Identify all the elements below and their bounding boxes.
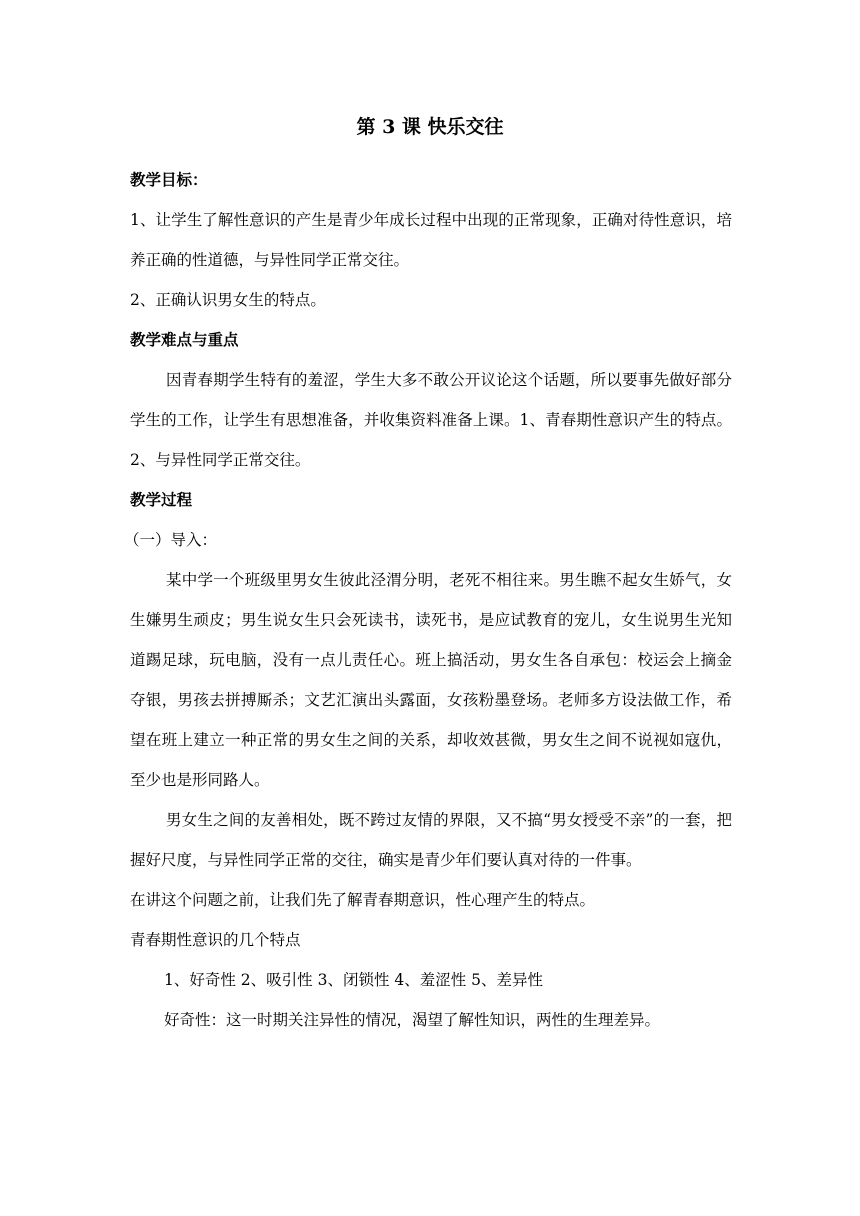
intro-story-paragraph: 某中学一个班级里男女生彼此泾渭分明，老死不相往来。男生瞧不起女生娇气，女生嫌男生顽皮；男生说女生只会死读书，读死书，是应试教育的宠儿，女生说男生光知道踢足球，玩电脑，没有一点儿责任心。班上搞活动，男女生各自承包：校运会上摘金夺银，男孩去拼搏厮杀；文艺汇演出头露面，女孩粉墨登场。老师多方设法做工作，希望在班上建立一种正常的男女生之间的关系，却收效甚微，男女生之间不说视如寇仇，至少也是形同路人。 (130, 571, 732, 789)
difficulty-paragraph: 因青春期学生特有的羞涩，学生大多不敢公开议论这个话题，所以要事先做好部分学生的工作，让学生有思想准备，并收集资料准备上课。1、青春期性意识产生的特点。 2、与异性同学正常交往。 (130, 371, 732, 469)
objective-2: 2、正确认识男女生的特点。 (130, 291, 326, 309)
page-title: 第 3 课 快乐交往 (356, 116, 504, 138)
intro-label: （一）导入： (124, 531, 218, 549)
objectives-heading: 教学目标： (130, 170, 208, 189)
features-heading: 青春期性意识的几个特点 (130, 931, 301, 949)
features-list: 1、好奇性 2、吸引性 3、闭锁性 4、羞涩性 5、差异性 (164, 971, 544, 989)
process-heading: 教学过程 (130, 490, 193, 509)
friendship-paragraph: 男女生之间的友善相处，既不跨过友情的界限，又不搞“男女授受不亲”的一套，把握好尺度，与异性同学正常的交往，确实是青少年们要认真对待的一件事。 (130, 811, 732, 869)
difficulty-heading: 教学难点与重点 (130, 330, 239, 349)
transition-paragraph: 在讲这个问题之前，让我们先了解青春期意识，性心理产生的特点。 (130, 891, 596, 909)
objective-1: 1、让学生了解性意识的产生是青少年成长过程中出现的正常现象，正确对待性意识，培养正确的性道德，与异性同学正常交往。 (130, 211, 732, 269)
document-body (124, 160, 732, 1040)
curiosity-paragraph: 好奇性：这一时期关注异性的情况，渴望了解性知识，两性的生理差异。 (164, 1011, 661, 1029)
